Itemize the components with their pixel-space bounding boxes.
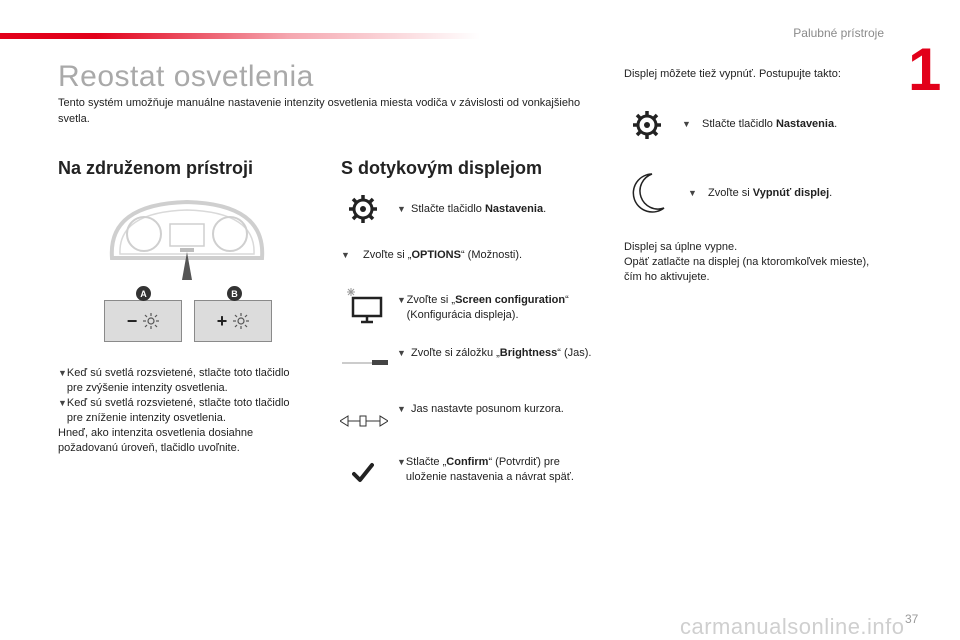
middle-step-4: ▼ Zvoľte si záložku „Brightness“ (Jas). (397, 347, 592, 359)
right-intro: Displej môžete tiež vypnúť. Postupujte takto: (624, 68, 841, 80)
triangle-bullet-icon: ▼ (682, 119, 691, 129)
page-number: 37 (905, 612, 919, 626)
gear-icon (632, 110, 662, 140)
triangle-bullet-icon: ▼ (397, 404, 406, 414)
gear-icon (348, 194, 378, 224)
right-after-line-1: Displej sa úplne vypne. (624, 241, 738, 253)
left-heading: Na združenom prístroji (58, 158, 254, 178)
left-instructions (58, 366, 308, 456)
chapter-number: 1 (908, 36, 942, 103)
middle-step-2: ▼ Zvoľte si „OPTIONS“ (Možnosti). (341, 249, 523, 261)
left-bullet-2: ▼ Keď sú svetlá rozsvietené, stlačte toto tlačidlo pre zníženie intenzity osvetlenia. (58, 397, 290, 424)
triangle-bullet-icon: ▼ (58, 398, 67, 408)
brightness-tab-icon (342, 357, 388, 367)
section-label: Palubné prístroje (793, 26, 884, 40)
triangle-bullet-icon: ▼ (341, 250, 350, 260)
triangle-bullet-icon: ▼ (397, 457, 406, 467)
badge-b: B (227, 286, 242, 301)
screen-icon (345, 288, 385, 324)
middle-step-6: ▼ Stlačte „Confirm“ (Potvrdiť) pre uloženie nastavenia a návrat späť. (397, 456, 574, 483)
right-step-1: ▼ Stlačte tlačidlo Nastavenia. (682, 118, 838, 130)
triangle-bullet-icon: ▼ (397, 295, 406, 305)
slider-icon (340, 414, 388, 428)
badge-a: A (136, 286, 151, 301)
triangle-bullet-icon: ▼ (397, 348, 406, 358)
instrument-cluster-illustration (102, 196, 272, 286)
triangle-bullet-icon: ▼ (688, 188, 697, 198)
middle-step-1: ▼ Stlačte tlačidlo Nastavenia. (397, 203, 547, 215)
left-closing: Hneď, ako intenzita osvetlenia dosiahne požadovanú úroveň, tlačidlo uvoľnite. (58, 427, 254, 454)
right-after (624, 240, 874, 285)
plus-symbol: + (216, 310, 228, 331)
right-after-line-2: Opäť zatlačte na displej (na ktoromkoľvek mieste), čím ho aktivujete. (624, 256, 870, 283)
left-bullet-1: ▼ Keď sú svetlá rozsvietené, stlačte toto tlačidlo pre zvýšenie intenzity osvetlenia. (58, 367, 290, 394)
triangle-bullet-icon: ▼ (397, 204, 406, 214)
page-title: Reostat osvetlenia (58, 60, 314, 93)
middle-step-3: ▼ Zvoľte si „Screen configuration“ (Konfigurácia displeja). (397, 294, 569, 321)
triangle-bullet-icon: ▼ (58, 368, 67, 378)
page-intro: Tento systém umožňuje manuálne nastavenie intenzity osvetlenia miesta vodiča v závislosti od vonkajšieho svetla. (58, 97, 581, 125)
button-b[interactable] (194, 300, 272, 342)
checkmark-icon (352, 462, 374, 484)
brightness-icon (233, 313, 249, 329)
button-a[interactable] (104, 300, 182, 342)
right-step-2: ▼ Zvoľte si Vypnúť displej. (688, 187, 833, 199)
middle-step-5: ▼ Jas nastavte posunom kurzora. (397, 403, 564, 415)
middle-heading: S dotykovým displejom (341, 158, 543, 178)
moon-icon (630, 172, 666, 214)
minus-symbol: − (126, 310, 138, 331)
header-accent-bar (0, 33, 480, 39)
watermark: carmanualsonline.info (680, 614, 905, 639)
brightness-icon (143, 313, 159, 329)
